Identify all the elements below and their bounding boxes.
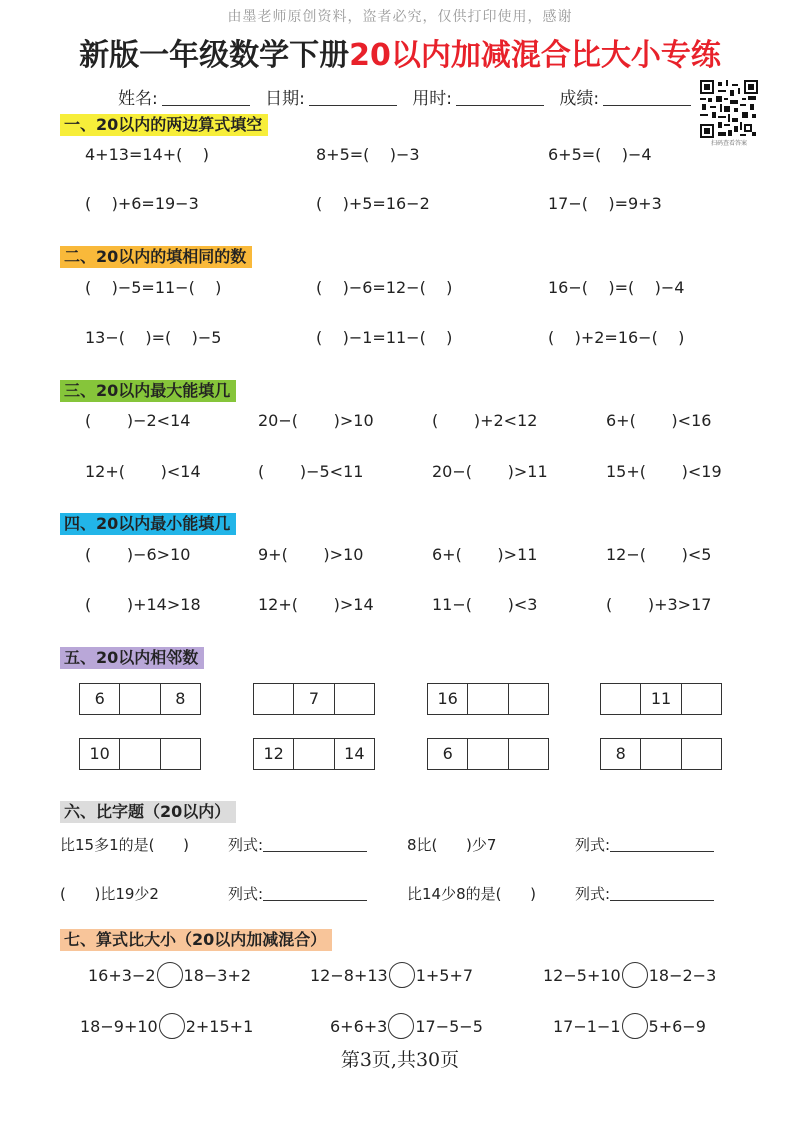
cell[interactable]: 8 (175, 689, 186, 708)
cell[interactable] (509, 684, 548, 714)
compare-circle[interactable] (622, 962, 648, 988)
cell[interactable] (120, 739, 160, 769)
qr-code-icon[interactable] (700, 80, 758, 138)
page-footer: 第3页,共30页 (340, 1049, 460, 1071)
inequality-3-7[interactable]: 20−( )>11 (432, 462, 548, 481)
inequality-3-6[interactable]: ( )−5<11 (258, 462, 364, 481)
cell[interactable] (294, 739, 334, 769)
cell[interactable]: 10 (80, 739, 120, 769)
time-label: 用时: (412, 89, 453, 109)
inequality-3-3[interactable]: ( )+2<12 (432, 411, 538, 430)
section-5-title: 五、20以内相邻数 (60, 647, 204, 669)
neighbor-cells-6[interactable] (253, 738, 375, 770)
cell[interactable] (468, 684, 508, 714)
word-question-1: 比15多1的是( ) (60, 836, 189, 854)
cell[interactable]: 6 (428, 739, 468, 769)
inequality-3-1[interactable]: ( )−2<14 (85, 411, 191, 430)
word-question-2: 8比( )少7 (407, 836, 497, 854)
qr-caption: 扫码查看答案 (710, 140, 747, 147)
equation-1-5[interactable]: ( )+5=16−2 (316, 194, 430, 213)
cell[interactable] (601, 684, 641, 714)
compare-4: 18−9+10 2+15+1 (80, 1013, 253, 1039)
inequality-4-7[interactable]: 11−( )<3 (432, 595, 538, 614)
neighbor-cells-4[interactable] (600, 683, 722, 715)
section-2-title: 二、20以内的填相同的数 (60, 246, 252, 268)
inequality-4-3[interactable]: 6+( )>11 (432, 545, 538, 564)
date-field[interactable] (309, 89, 397, 106)
equation-1-1[interactable]: 4+13=14+( ) (85, 145, 209, 164)
cell[interactable] (468, 739, 508, 769)
name-field[interactable] (162, 89, 250, 106)
inequality-4-5[interactable]: ( )+14>18 (85, 595, 201, 614)
cell[interactable] (682, 684, 721, 714)
title-main: 新版一年级数学下册 (79, 38, 350, 73)
formula-label: 列式: (228, 836, 264, 854)
page-title (0, 30, 800, 74)
formula-line-1[interactable] (228, 834, 367, 855)
inequality-4-1[interactable]: ( )−6>10 (85, 545, 191, 564)
compare-3: 12−5+10 18−2−3 (543, 962, 716, 988)
formula-line-2[interactable] (575, 834, 714, 855)
neighbor-cells-3[interactable] (427, 683, 549, 715)
neighbor-cells-5[interactable] (79, 738, 201, 770)
compare-circle[interactable] (622, 1013, 648, 1039)
equation-1-2[interactable]: 8+5=( )−3 (316, 145, 420, 164)
time-field[interactable] (456, 89, 544, 106)
cell[interactable] (120, 684, 160, 714)
word-question-3: ( )比19少2 (60, 885, 159, 903)
cell[interactable] (161, 739, 200, 769)
inequality-3-5[interactable]: 12+( )<14 (85, 462, 201, 481)
compare-2: 12−8+13 1+5+7 (310, 962, 473, 988)
cell[interactable]: 11 (641, 684, 681, 714)
equation-1-6[interactable]: 17−( )=9+3 (548, 194, 662, 213)
cell[interactable]: 7 (294, 684, 334, 714)
section-4-title: 四、20以内最小能填几 (60, 513, 236, 535)
formula-line-4[interactable] (575, 883, 714, 904)
compare-6: 17−1−1 5+6−9 (553, 1013, 706, 1039)
name-label: 姓名: (118, 89, 158, 109)
formula-label: 列式: (575, 885, 611, 903)
compare-1: 16+3−2 18−3+2 (88, 962, 251, 988)
cell[interactable] (509, 739, 548, 769)
inequality-4-2[interactable]: 9+( )>10 (258, 545, 364, 564)
cell[interactable]: 14 (344, 744, 365, 763)
section-3-title: 三、20以内最大能填几 (60, 380, 236, 402)
neighbor-cells-2[interactable] (253, 683, 375, 715)
word-question-4: 比14少8的是( ) (407, 885, 536, 903)
equation-2-4[interactable]: 13−( )=( )−5 (85, 328, 222, 347)
neighbor-cells-1[interactable] (79, 683, 201, 715)
cell[interactable] (682, 739, 721, 769)
neighbor-cells-7[interactable] (427, 738, 549, 770)
equation-1-3[interactable]: 6+5=( )−4 (548, 145, 652, 164)
inequality-4-6[interactable]: 12+( )>14 (258, 595, 374, 614)
section-1-title: 一、20以内的两边算式填空 (60, 114, 268, 136)
compare-circle[interactable] (389, 962, 415, 988)
score-field[interactable] (603, 89, 691, 106)
section-6-title: 六、比字题（20以内） (60, 801, 236, 823)
formula-label: 列式: (228, 885, 264, 903)
formula-line-3[interactable] (228, 883, 367, 904)
equation-2-2[interactable]: ( )−6=12−( ) (316, 278, 453, 297)
student-info-row (118, 84, 701, 109)
equation-1-4[interactable]: ( )+6=19−3 (85, 194, 199, 213)
inequality-4-4[interactable]: 12−( )<5 (606, 545, 712, 564)
neighbor-cells-8[interactable] (600, 738, 722, 770)
section-7-title: 七、算式比大小（20以内加减混合） (60, 929, 332, 951)
cell[interactable]: 16 (428, 684, 468, 714)
inequality-3-4[interactable]: 6+( )<16 (606, 411, 712, 430)
inequality-3-8[interactable]: 15+( )<19 (606, 462, 722, 481)
score-label: 成绩: (559, 89, 600, 109)
cell[interactable]: 12 (254, 739, 294, 769)
inequality-3-2[interactable]: 20−( )>10 (258, 411, 374, 430)
compare-circle[interactable] (157, 962, 183, 988)
cell[interactable]: 6 (80, 684, 120, 714)
compare-circle[interactable] (159, 1013, 185, 1039)
equation-2-1[interactable]: ( )−5=11−( ) (85, 278, 222, 297)
compare-5: 6+6+3 17−5−5 (330, 1013, 483, 1039)
equation-2-5[interactable]: ( )−1=11−( ) (316, 328, 453, 347)
inequality-4-8[interactable]: ( )+3>17 (606, 595, 712, 614)
cell[interactable] (335, 684, 374, 714)
cell[interactable] (254, 684, 294, 714)
title-highlight: 20以内加减混合比大小专练 (349, 38, 721, 73)
formula-label: 列式: (575, 836, 611, 854)
date-label: 日期: (265, 89, 305, 109)
watermark: 由墨老师原创资料，盗者必究，仅供打印使用，感谢 (227, 9, 573, 25)
cell[interactable]: 8 (601, 739, 641, 769)
equation-2-6[interactable]: ( )+2=16−( ) (548, 328, 685, 347)
equation-2-3[interactable]: 16−( )=( )−4 (548, 278, 685, 297)
compare-circle[interactable] (388, 1013, 414, 1039)
cell[interactable] (641, 739, 681, 769)
